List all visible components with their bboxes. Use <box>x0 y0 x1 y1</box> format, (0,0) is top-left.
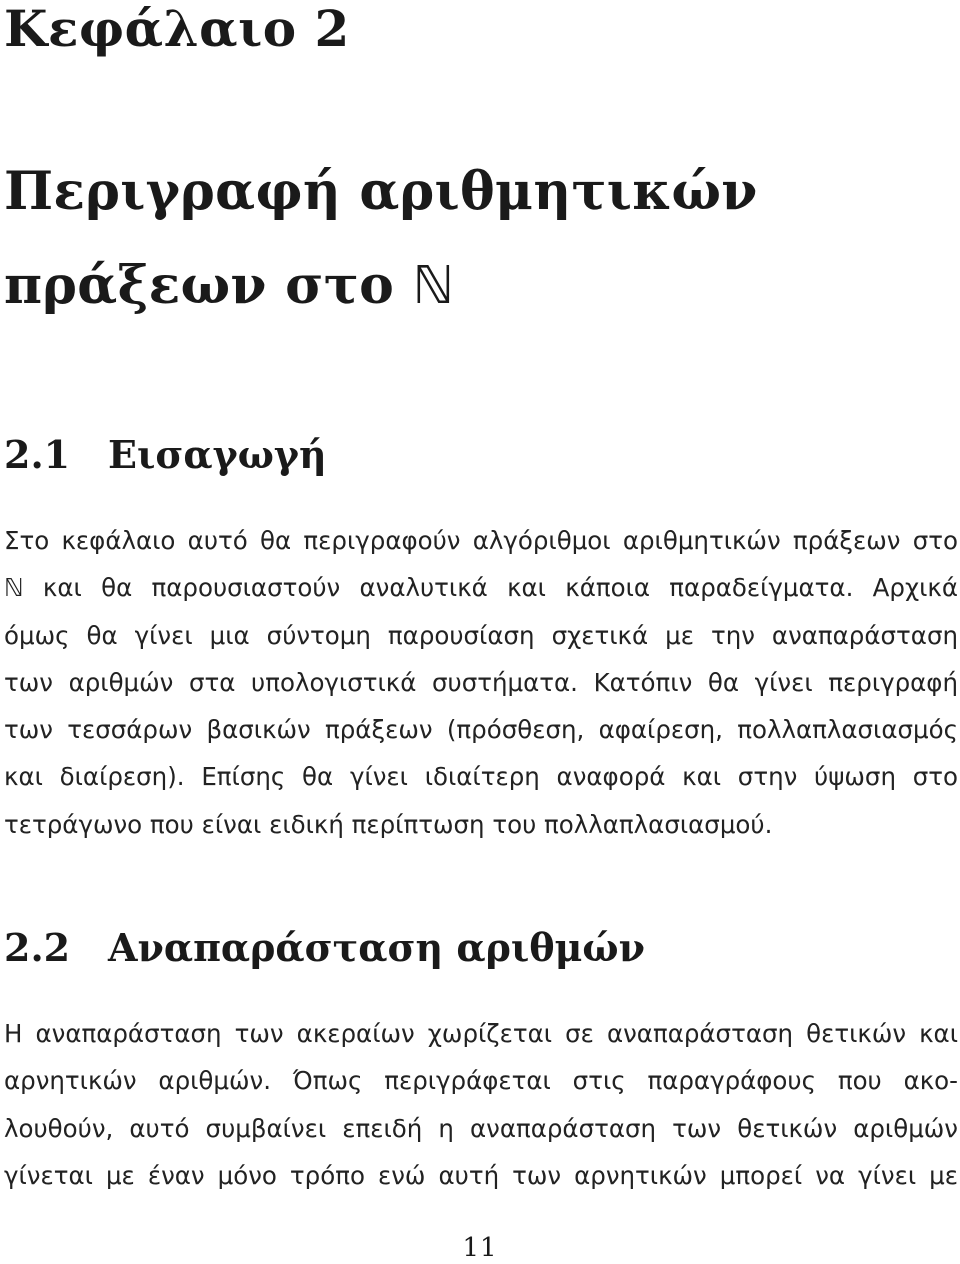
paragraph-line: των αριθμών στα υπολογιστικά συστήματα. Κατόπιν θα γίνει περιγραφή <box>4 667 958 697</box>
naturals-symbol: ℕ <box>412 256 455 316</box>
section-heading-number-representation <box>4 925 645 971</box>
paragraph-line: όμως θα γίνει μια σύντομη παρουσίαση σχετικά με την αναπαράσταση <box>4 620 958 650</box>
paragraph-line: τετράγωνο που είναι ειδική περίπτωση του πολλαπλασιασμού. <box>4 809 773 839</box>
chapter-title-line-2-text: πράξεων στο <box>4 255 413 316</box>
paragraph-number-representation <box>4 1010 958 1199</box>
page-number: 11 <box>462 1233 498 1263</box>
paragraph-line: λουθούν, αυτό συμβαίνει επειδή η αναπαράσταση των θετικών αριθμών <box>4 1113 958 1143</box>
section-title: Εισαγωγή <box>108 432 327 477</box>
chapter-title-line-2 <box>4 239 758 333</box>
section-number: 2.2 <box>4 925 71 970</box>
paragraph-line: Στο κεφάλαιο αυτό θα περιγραφούν αλγόριθμοι αριθμητικών πράξεων στο <box>4 526 958 555</box>
paragraph-line: γίνεται με έναν μόνο τρόπο ενώ αυτή των αρνητικών μπορεί να γίνει με <box>4 1160 958 1190</box>
section-heading-introduction <box>4 432 327 478</box>
section-title: Αναπαράσταση αριθμών <box>108 925 645 970</box>
chapter-title-line-1: Περιγραφή αριθμητικών <box>4 161 758 222</box>
chapter-label: Κεφάλαιο 2 <box>4 0 350 58</box>
paragraph-line: αρνητικών αριθμών. Όπως περιγράφεται στις παραγράφους που ακο- <box>4 1066 958 1096</box>
paragraph-line: Η αναπαράσταση των ακεραίων χωρίζεται σε αναπαράσταση θετικών και <box>4 1019 958 1048</box>
chapter-title <box>4 145 758 333</box>
paragraph-line: των τεσσάρων βασικών πράξεων (πρόσθεση, αφαίρεση, πολλαπλασιασμός <box>4 715 958 745</box>
paragraph-line: και διαίρεση). Επίσης θα γίνει ιδιαίτερη αναφορά και στην ύψωση στο <box>4 762 958 792</box>
paragraph-introduction <box>4 517 958 848</box>
section-number: 2.1 <box>4 432 71 477</box>
paragraph-line: ℕ και θα παρουσιαστούν αναλυτικά και κάποια παραδείγματα. Αρχικά <box>4 573 958 603</box>
